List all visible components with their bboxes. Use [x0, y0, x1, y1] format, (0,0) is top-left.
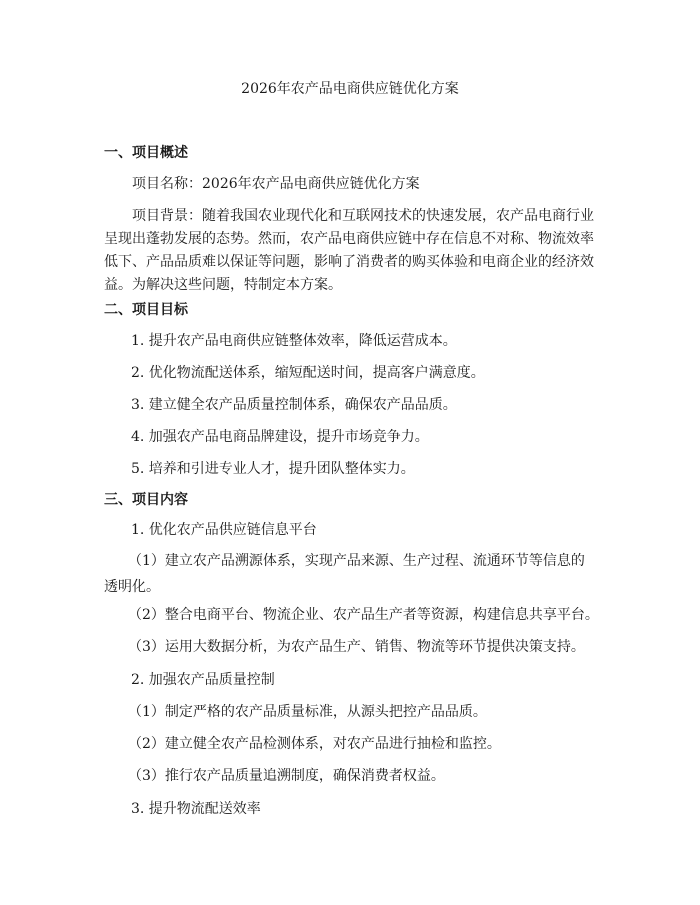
- content-group-title: 2. 加强农产品质量控制: [131, 672, 275, 688]
- content-item: （1）制定严格的农产品质量标准，从源头把控产品品质。: [128, 704, 487, 720]
- section-heading-goals: 二、项目目标: [104, 302, 188, 318]
- content-item: （3）运用大数据分析，为农产品生产、销售、物流等环节提供决策支持。: [128, 639, 585, 655]
- content-item: （3）推行农产品质量追溯制度，确保消费者权益。: [128, 768, 445, 784]
- document-title: 2026年农产品电商供应链优化方案: [241, 81, 459, 97]
- goal-item: 1. 提升农产品电商供应链整体效率，降低运营成本。: [131, 333, 457, 349]
- project-name-paragraph: 项目名称：2026年农产品电商供应链优化方案: [132, 176, 420, 192]
- project-background-paragraph: 项目背景：随着我国农业现代化和互联网技术的快速发展，农产品电商行业呈现出蓬勃发展的态势。然而，农产品电商供应链中存在信息不对称、物流效率低下、产品品质难以保证等问题，影响了消费者的购买体验和电商企业的经济效益。为解决这些问题，特制定本方案。: [104, 208, 594, 293]
- section-heading-content: 三、项目内容: [104, 492, 188, 508]
- content-item: （1）建立农产品溯源体系，实现产品来源、生产过程、流通环节等信息的透明化。: [104, 553, 585, 595]
- content-item: （2）建立健全农产品检测体系，对农产品进行抽检和监控。: [128, 736, 501, 752]
- goal-item: 4. 加强农产品电商品牌建设，提升市场竞争力。: [131, 429, 429, 445]
- goal-item: 5. 培养和引进专业人才，提升团队整体实力。: [131, 461, 415, 477]
- content-item: （2）整合电商平台、物流企业、农产品生产者等资源，构建信息共享平台。: [128, 607, 599, 623]
- content-group-title: 3. 提升物流配送效率: [131, 801, 261, 817]
- goal-item: 3. 建立健全农产品质量控制体系，确保农产品品质。: [131, 397, 457, 413]
- goal-item: 2. 优化物流配送体系，缩短配送时间，提高客户满意度。: [131, 365, 485, 381]
- section-heading-overview: 一、项目概述: [104, 145, 188, 161]
- content-group-title: 1. 优化农产品供应链信息平台: [131, 522, 317, 538]
